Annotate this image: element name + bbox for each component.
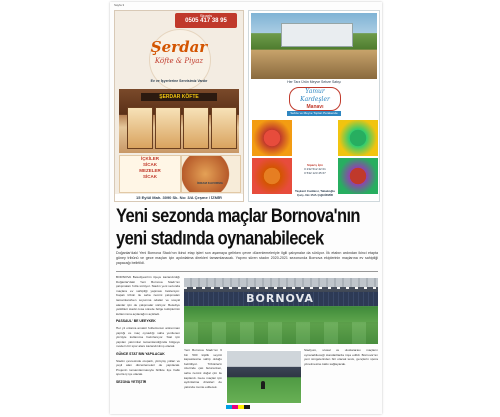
drinks-panel [119, 155, 181, 193]
phone-badge [175, 13, 237, 28]
ad-address: 15 Eylül Mah. 3090 Sk. No: 3/A Çeşme / İZMİR [115, 194, 243, 201]
body-paragraph: Yeni Bornova Stadı'nın 6 bin 500 kişilik seyirci kapasitesine sahip olduğu belirtiliyor. Tribünlerin üzerinde çatı bulunurken, saha zemini doğal çim ile kaplandı. Gece maçları için aydınlatma direkleri de yakında monte edilecek. [184, 348, 222, 389]
logo-line1: Yamur Kardeşler [300, 88, 330, 103]
contact-box [293, 163, 337, 175]
subheading: GÜNCE STAT BIN YAPILACAK [116, 351, 165, 356]
subheading: PASSAUL' BE UEEYKEK [116, 319, 156, 324]
contact-line: 0 232 512 42 01 [304, 167, 326, 171]
shop-window [127, 107, 153, 149]
body-paragraph: Stadın çevresinde otopark, yürüyüş yolları ve yeşil alan düzenlemeleri de yapılacak. Projenin tamamlanmasıyla birlikte ilçe halkı sporla iç içe olacak. [116, 358, 180, 377]
pitch-stripes [184, 322, 378, 344]
ad-address: Taşkent Caddesi, Tabakoğlu Çarş. No:15/A Çiğli/İZMİR [294, 189, 336, 197]
shop-building [281, 23, 353, 47]
article-column-2 [184, 348, 222, 410]
shop-exterior-photo [251, 13, 377, 79]
pitch-photo [226, 350, 302, 404]
print-mark-black [244, 405, 250, 409]
divider [116, 271, 378, 272]
body-paragraph: BORNOVA Belediyesi'nin ilçeye kazandırdığı Doğanlar'daki Yeni Bornova Stadı'nın çalışmaları hızla sürüyor. Stadın yeni sezonda maçlara ev sahipliği yapması bekleniyor. Kapalı tribün ile saha zemini çalışmaları tamamlanırken soyunma odaları ve sosyal alanlar için de çalışmalar sürüyor. Belediye yetkilileri stadın kısa sürede bölge kulüplerinin kullanımına açılacağını açıkladı. [116, 275, 180, 316]
stadium-lights [184, 287, 378, 289]
body-paragraph: Her yıl onlarca amatör futbolcunun antrenman yaptığı ve maç oynadığı saha yenilenen yüzüyle kullanıma hazırlanıyor. Stat için yapılan yatırımlar tamamlandığında bölgeye modern bir spor alanı kazandırılmış olacak. [116, 325, 180, 349]
article-column-3 [304, 348, 378, 410]
manav-ad [248, 10, 380, 202]
stadium-photo [184, 278, 378, 344]
print-color-marks [226, 405, 250, 409]
manav-logo [289, 87, 341, 111]
meal-caption: İKRAM KAVURMA [197, 181, 223, 185]
ad-slogan: Sebze ve Meyve Toptan Perakende [287, 111, 341, 116]
shop-window [211, 107, 237, 149]
headline-line: Yeni sezonda maçlar Bornova'nın [116, 205, 360, 227]
shop-window [183, 107, 209, 149]
article-lede: Doğanlar'daki Yeni Bornova Stadı'nın ikinci etap işleri son aşamaya gelirken çevre düzenlemeleriyle ilgili çalışmalar da sürüyor. İlk etabın ardından ikinci etapta güney tribünü ve gece maçları için aydınlatma direkleri tamamlanacak. Yapımı süren stadın 2020-2021 sezonunda Bornova ekiplerinin maçlarına ev sahipliği yapacağı belirtildi. [116, 251, 378, 265]
brand-subtitle: Köfte & Piyaz [154, 57, 204, 65]
shop-photo [119, 89, 239, 153]
phone-number: 0505 417 38 95 [185, 18, 227, 24]
article-headline [116, 205, 378, 251]
drinks-line: SİCAK [142, 174, 157, 179]
fruit-photo [337, 119, 379, 157]
body-paragraph: Stadyum, ulusal ve uluslararası maçların oynanabileceği standartlarda inşa edildi. Bornova'nın yeni simgelerinden biri olacak tesis, gençlerin spora yönelmesine katkı sağlayacak. [304, 348, 378, 366]
ad-caption: Her Tarz Ürün Meyve Sebze Satışı [287, 80, 341, 84]
logo-line2: Manavı [306, 104, 324, 110]
subheading: SEZONA YETİŞTİR [116, 379, 147, 384]
phone-label: Siparis [199, 13, 213, 18]
meal-photo [181, 155, 241, 193]
page-folio: Sayfa 3 [114, 3, 125, 7]
fruit-photo [251, 157, 293, 195]
drinks-line: İÇKİLER [141, 156, 159, 161]
serdar-kofte-ad [114, 10, 244, 202]
person-figure [261, 381, 265, 389]
stadium-seat-lettering: BORNOVA [246, 292, 314, 305]
contact-line: 0 532 123 45 67 [304, 171, 326, 175]
newspaper-page [110, 2, 382, 414]
ad-tagline: Ev ve İşyerlerine Servisimiz Vardır [150, 79, 208, 83]
article-column-1 [116, 275, 180, 411]
stadium-roof [184, 278, 378, 287]
shop-sign: ŞERDAR KÖFTE [141, 93, 217, 101]
headline-line: yeni stadında oynanabilecek [116, 227, 324, 250]
brand-name: Şerdar [150, 38, 208, 56]
fruit-photo [337, 157, 379, 195]
shop-window [155, 107, 181, 149]
fruit-photo [251, 119, 293, 157]
contact-title: Sipariş İçin [306, 163, 323, 167]
drinks-line: SİCAK [142, 162, 157, 167]
drinks-line: MEZELER [139, 168, 161, 173]
